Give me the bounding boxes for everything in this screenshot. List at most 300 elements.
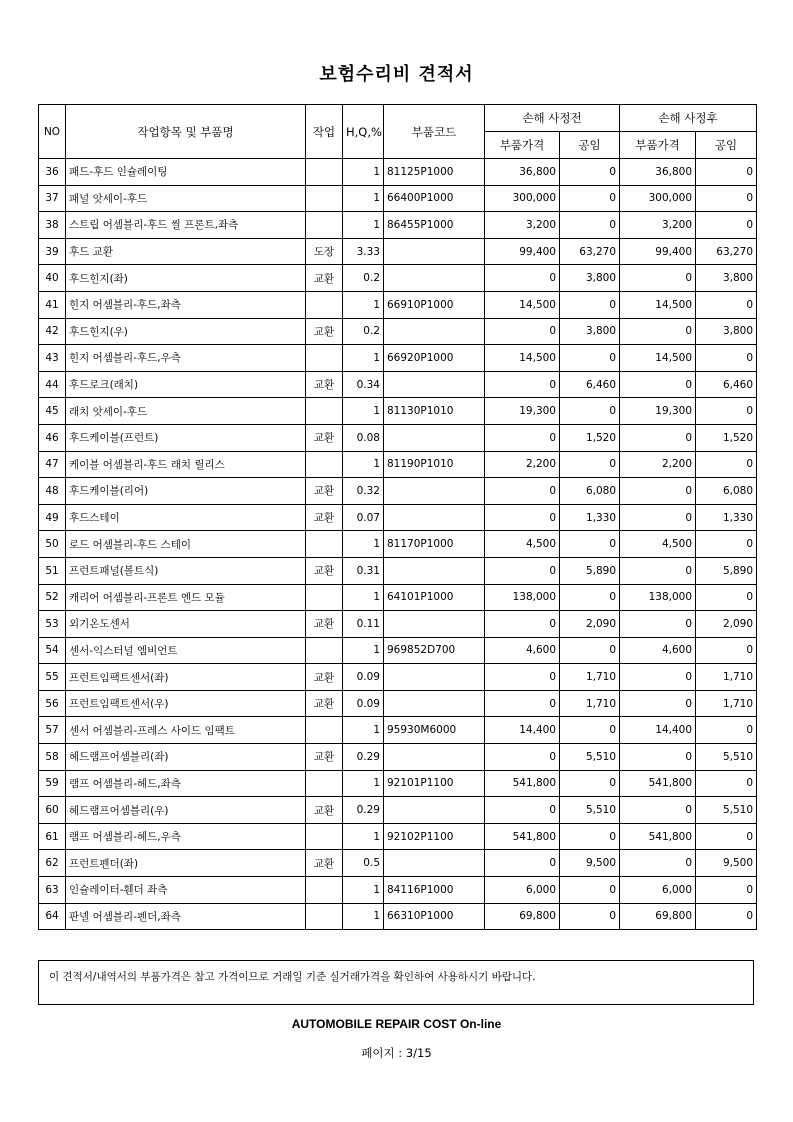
item-name: 힌지 어셈블리-후드,우측 — [66, 345, 306, 372]
after-labor: 0 — [696, 877, 757, 904]
after-price: 0 — [620, 797, 696, 824]
table-row — [39, 823, 757, 850]
before-labor: 3,800 — [560, 318, 620, 345]
table-row — [39, 345, 757, 372]
after-price: 0 — [620, 611, 696, 638]
table-row — [39, 238, 757, 265]
table-row — [39, 504, 757, 531]
item-name: 헤드램프어셈블리(우) — [66, 797, 306, 824]
row-no: 55 — [39, 664, 66, 691]
header-before-price: 부품가격 — [485, 132, 560, 159]
hq-value: 1 — [343, 185, 384, 212]
row-no: 57 — [39, 717, 66, 744]
after-price: 14,400 — [620, 717, 696, 744]
after-labor: 1,710 — [696, 690, 757, 717]
before-price: 138,000 — [485, 584, 560, 611]
row-no: 45 — [39, 398, 66, 425]
before-price: 0 — [485, 478, 560, 505]
work-type — [306, 291, 343, 318]
before-price: 0 — [485, 318, 560, 345]
before-labor: 0 — [560, 903, 620, 930]
after-price: 0 — [620, 424, 696, 451]
after-labor: 0 — [696, 531, 757, 558]
after-price: 3,200 — [620, 212, 696, 239]
part-code: 81170P1000 — [384, 531, 485, 558]
item-name: 캐리어 어셈블리-프론트 엔드 모듈 — [66, 584, 306, 611]
hq-value: 0.07 — [343, 504, 384, 531]
after-labor: 0 — [696, 212, 757, 239]
before-price: 4,600 — [485, 637, 560, 664]
item-name: 후드힌지(좌) — [66, 265, 306, 292]
before-labor: 0 — [560, 823, 620, 850]
part-code — [384, 744, 485, 771]
after-price: 138,000 — [620, 584, 696, 611]
table-row — [39, 797, 757, 824]
header-before-adjustment: 손해 사정전 — [485, 105, 620, 132]
work-type — [306, 903, 343, 930]
before-price: 0 — [485, 611, 560, 638]
hq-value: 0.09 — [343, 690, 384, 717]
part-code — [384, 611, 485, 638]
table-row — [39, 850, 757, 877]
header-hq: H,Q,% — [343, 105, 384, 159]
work-type — [306, 185, 343, 212]
before-labor: 9,500 — [560, 850, 620, 877]
row-no: 59 — [39, 770, 66, 797]
before-labor: 1,710 — [560, 664, 620, 691]
header-after-labor: 공임 — [696, 132, 757, 159]
before-price: 19,300 — [485, 398, 560, 425]
table-row — [39, 690, 757, 717]
table-row — [39, 451, 757, 478]
item-name: 프런트임팩트센서(우) — [66, 690, 306, 717]
work-type: 도장 — [306, 238, 343, 265]
part-code: 969852D700 — [384, 637, 485, 664]
before-price: 0 — [485, 797, 560, 824]
part-code: 66310P1000 — [384, 903, 485, 930]
item-name: 외기온도센서 — [66, 611, 306, 638]
item-name: 패널 앗세이-후드 — [66, 185, 306, 212]
part-code: 81125P1000 — [384, 159, 485, 186]
item-name: 프런트펜더(좌) — [66, 850, 306, 877]
hq-value: 0.5 — [343, 850, 384, 877]
header-after-price: 부품가격 — [620, 132, 696, 159]
work-type: 교환 — [306, 690, 343, 717]
row-no: 58 — [39, 744, 66, 771]
table-row — [39, 584, 757, 611]
after-labor: 0 — [696, 159, 757, 186]
table-row — [39, 557, 757, 584]
hq-value: 1 — [343, 531, 384, 558]
after-labor: 0 — [696, 345, 757, 372]
hq-value: 1 — [343, 637, 384, 664]
before-labor: 0 — [560, 717, 620, 744]
after-price: 0 — [620, 744, 696, 771]
work-type: 교환 — [306, 318, 343, 345]
row-no: 42 — [39, 318, 66, 345]
before-labor: 0 — [560, 159, 620, 186]
after-price: 0 — [620, 478, 696, 505]
table-row — [39, 185, 757, 212]
part-code — [384, 664, 485, 691]
table-row — [39, 318, 757, 345]
part-code: 92102P1100 — [384, 823, 485, 850]
work-type — [306, 159, 343, 186]
hq-value: 1 — [343, 291, 384, 318]
row-no: 39 — [39, 238, 66, 265]
part-code: 92101P1100 — [384, 770, 485, 797]
work-type: 교환 — [306, 371, 343, 398]
after-labor: 0 — [696, 823, 757, 850]
after-labor: 1,520 — [696, 424, 757, 451]
item-name: 후드로크(래치) — [66, 371, 306, 398]
table-row — [39, 744, 757, 771]
row-no: 48 — [39, 478, 66, 505]
part-code: 95930M6000 — [384, 717, 485, 744]
item-name: 후드스테이 — [66, 504, 306, 531]
before-price: 36,800 — [485, 159, 560, 186]
before-labor: 0 — [560, 451, 620, 478]
row-no: 51 — [39, 557, 66, 584]
row-no: 49 — [39, 504, 66, 531]
header-work: 작업 — [306, 105, 343, 159]
work-type: 교환 — [306, 504, 343, 531]
item-name: 후드 교환 — [66, 238, 306, 265]
after-price: 0 — [620, 318, 696, 345]
item-name: 램프 어셈블리-헤드,좌측 — [66, 770, 306, 797]
hq-value: 1 — [343, 770, 384, 797]
part-code — [384, 690, 485, 717]
after-price: 4,500 — [620, 531, 696, 558]
table-row — [39, 398, 757, 425]
hq-value: 0.29 — [343, 797, 384, 824]
work-type — [306, 770, 343, 797]
part-code: 81190P1010 — [384, 451, 485, 478]
hq-value: 0.32 — [343, 478, 384, 505]
item-name: 스트립 어셈블리-후드 씰 프론트,좌측 — [66, 212, 306, 239]
before-labor: 1,520 — [560, 424, 620, 451]
before-price: 0 — [485, 690, 560, 717]
after-labor: 0 — [696, 398, 757, 425]
hq-value: 0.31 — [343, 557, 384, 584]
work-type: 교환 — [306, 557, 343, 584]
row-no: 46 — [39, 424, 66, 451]
before-labor: 0 — [560, 398, 620, 425]
work-type: 교환 — [306, 664, 343, 691]
before-labor: 1,710 — [560, 690, 620, 717]
before-labor: 5,510 — [560, 744, 620, 771]
before-price: 2,200 — [485, 451, 560, 478]
after-labor: 3,800 — [696, 318, 757, 345]
after-price: 300,000 — [620, 185, 696, 212]
row-no: 63 — [39, 877, 66, 904]
estimate-table — [38, 104, 757, 930]
work-type — [306, 398, 343, 425]
header-before-labor: 공임 — [560, 132, 620, 159]
table-row — [39, 903, 757, 930]
before-labor: 5,510 — [560, 797, 620, 824]
document-title: 보험수리비 견적서 — [319, 64, 474, 85]
work-type — [306, 345, 343, 372]
before-price: 0 — [485, 265, 560, 292]
row-no: 54 — [39, 637, 66, 664]
after-price: 14,500 — [620, 291, 696, 318]
after-labor: 1,330 — [696, 504, 757, 531]
after-price: 0 — [620, 690, 696, 717]
after-labor: 0 — [696, 584, 757, 611]
after-price: 0 — [620, 265, 696, 292]
after-price: 0 — [620, 504, 696, 531]
hq-value: 1 — [343, 584, 384, 611]
table-row — [39, 637, 757, 664]
table-row — [39, 877, 757, 904]
after-labor: 9,500 — [696, 850, 757, 877]
row-no: 60 — [39, 797, 66, 824]
before-price: 6,000 — [485, 877, 560, 904]
table-row — [39, 159, 757, 186]
part-code — [384, 238, 485, 265]
part-code: 81130P1010 — [384, 398, 485, 425]
after-labor: 3,800 — [696, 265, 757, 292]
before-price: 0 — [485, 504, 560, 531]
work-type: 교환 — [306, 478, 343, 505]
row-no: 47 — [39, 451, 66, 478]
row-no: 40 — [39, 265, 66, 292]
price-notice: 이 견적서/내역서의 부품가격은 참고 가격이므로 거래일 기준 실거래가격을 확인하여 사용하시기 바랍니다. — [38, 960, 754, 1005]
hq-value: 0.34 — [343, 371, 384, 398]
before-labor: 1,330 — [560, 504, 620, 531]
part-code — [384, 478, 485, 505]
after-labor: 2,090 — [696, 611, 757, 638]
part-code: 66920P1000 — [384, 345, 485, 372]
before-price: 300,000 — [485, 185, 560, 212]
after-labor: 0 — [696, 451, 757, 478]
before-labor: 2,090 — [560, 611, 620, 638]
after-labor: 5,890 — [696, 557, 757, 584]
hq-value: 0.2 — [343, 265, 384, 292]
work-type — [306, 584, 343, 611]
after-price: 19,300 — [620, 398, 696, 425]
item-name: 패드-후드 인슐레이팅 — [66, 159, 306, 186]
hq-value: 3.33 — [343, 238, 384, 265]
work-type — [306, 212, 343, 239]
before-labor: 0 — [560, 291, 620, 318]
before-labor: 0 — [560, 345, 620, 372]
hq-value: 1 — [343, 717, 384, 744]
before-labor: 0 — [560, 637, 620, 664]
before-price: 541,800 — [485, 823, 560, 850]
after-labor: 6,080 — [696, 478, 757, 505]
hq-value: 1 — [343, 398, 384, 425]
after-labor: 0 — [696, 185, 757, 212]
hq-value: 0.29 — [343, 744, 384, 771]
before-price: 14,500 — [485, 291, 560, 318]
table-row — [39, 478, 757, 505]
row-no: 50 — [39, 531, 66, 558]
item-name: 후드케이블(리어) — [66, 478, 306, 505]
work-type: 교환 — [306, 744, 343, 771]
part-code — [384, 371, 485, 398]
before-labor: 3,800 — [560, 265, 620, 292]
work-type: 교환 — [306, 850, 343, 877]
before-labor: 0 — [560, 584, 620, 611]
row-no: 61 — [39, 823, 66, 850]
row-no: 44 — [39, 371, 66, 398]
table-row — [39, 770, 757, 797]
after-price: 541,800 — [620, 770, 696, 797]
row-no: 43 — [39, 345, 66, 372]
item-name: 후드케이블(프런트) — [66, 424, 306, 451]
after-price: 69,800 — [620, 903, 696, 930]
item-name: 프런트임팩트센서(좌) — [66, 664, 306, 691]
before-price: 0 — [485, 371, 560, 398]
item-name: 인슐레이터-휀더 좌측 — [66, 877, 306, 904]
hq-value: 1 — [343, 159, 384, 186]
part-code: 66910P1000 — [384, 291, 485, 318]
after-price: 0 — [620, 371, 696, 398]
after-price: 0 — [620, 664, 696, 691]
table-row — [39, 371, 757, 398]
hq-value: 0.08 — [343, 424, 384, 451]
item-name: 센서 어셈블리-프레스 사이드 임팩트 — [66, 717, 306, 744]
after-labor: 6,460 — [696, 371, 757, 398]
after-price: 36,800 — [620, 159, 696, 186]
work-type — [306, 637, 343, 664]
table-row — [39, 291, 757, 318]
header-no: NO — [39, 105, 66, 159]
before-labor: 63,270 — [560, 238, 620, 265]
before-labor: 0 — [560, 877, 620, 904]
item-name: 프런트패널(볼트식) — [66, 557, 306, 584]
hq-value: 0.11 — [343, 611, 384, 638]
after-labor: 0 — [696, 770, 757, 797]
part-code: 84116P1000 — [384, 877, 485, 904]
after-price: 14,500 — [620, 345, 696, 372]
hq-value: 1 — [343, 451, 384, 478]
work-type: 교환 — [306, 611, 343, 638]
part-code — [384, 318, 485, 345]
after-labor: 0 — [696, 291, 757, 318]
item-name: 헤드램프어셈블리(좌) — [66, 744, 306, 771]
before-labor: 5,890 — [560, 557, 620, 584]
after-labor: 1,710 — [696, 664, 757, 691]
part-code — [384, 504, 485, 531]
header-code: 부품코드 — [384, 105, 485, 159]
work-type — [306, 877, 343, 904]
hq-value: 1 — [343, 823, 384, 850]
header-item: 작업항목 및 부품명 — [66, 105, 306, 159]
before-price: 541,800 — [485, 770, 560, 797]
item-name: 힌지 어셈블리-후드,좌측 — [66, 291, 306, 318]
table-row — [39, 265, 757, 292]
part-code — [384, 424, 485, 451]
before-price: 99,400 — [485, 238, 560, 265]
work-type: 교환 — [306, 424, 343, 451]
before-labor: 0 — [560, 212, 620, 239]
hq-value: 1 — [343, 903, 384, 930]
after-price: 6,000 — [620, 877, 696, 904]
row-no: 37 — [39, 185, 66, 212]
row-no: 41 — [39, 291, 66, 318]
hq-value: 1 — [343, 212, 384, 239]
table-row — [39, 531, 757, 558]
hq-value: 0.09 — [343, 664, 384, 691]
item-name: 케이블 어셈블리-후드 래치 릴리스 — [66, 451, 306, 478]
row-no: 64 — [39, 903, 66, 930]
work-type — [306, 717, 343, 744]
before-price: 0 — [485, 744, 560, 771]
table-row — [39, 611, 757, 638]
item-name: 래치 앗세이-후드 — [66, 398, 306, 425]
hq-value: 0.2 — [343, 318, 384, 345]
after-labor: 5,510 — [696, 797, 757, 824]
after-price: 541,800 — [620, 823, 696, 850]
after-price: 4,600 — [620, 637, 696, 664]
part-code — [384, 850, 485, 877]
work-type: 교환 — [306, 265, 343, 292]
after-price: 0 — [620, 557, 696, 584]
row-no: 52 — [39, 584, 66, 611]
before-price: 3,200 — [485, 212, 560, 239]
work-type — [306, 823, 343, 850]
row-no: 36 — [39, 159, 66, 186]
before-price: 0 — [485, 424, 560, 451]
header-after-adjustment: 손해 사정후 — [620, 105, 757, 132]
row-no: 56 — [39, 690, 66, 717]
row-no: 38 — [39, 212, 66, 239]
work-type: 교환 — [306, 797, 343, 824]
part-code: 64101P1000 — [384, 584, 485, 611]
after-labor: 0 — [696, 903, 757, 930]
item-name: 로드 어셈블리-후드 스테이 — [66, 531, 306, 558]
part-code — [384, 557, 485, 584]
work-type — [306, 451, 343, 478]
after-price: 99,400 — [620, 238, 696, 265]
after-price: 0 — [620, 850, 696, 877]
before-labor: 0 — [560, 185, 620, 212]
before-labor: 6,080 — [560, 478, 620, 505]
before-price: 0 — [485, 664, 560, 691]
item-name: 램프 어셈블리-헤드,우측 — [66, 823, 306, 850]
before-price: 14,400 — [485, 717, 560, 744]
after-price: 2,200 — [620, 451, 696, 478]
work-type — [306, 531, 343, 558]
part-code: 66400P1000 — [384, 185, 485, 212]
before-price: 0 — [485, 850, 560, 877]
item-name: 센서-익스터널 엠비언트 — [66, 637, 306, 664]
before-labor: 0 — [560, 531, 620, 558]
table-row — [39, 717, 757, 744]
hq-value: 1 — [343, 877, 384, 904]
page-number: 페이지 : 3/15 — [361, 1046, 432, 1060]
before-labor: 0 — [560, 770, 620, 797]
after-labor: 0 — [696, 637, 757, 664]
part-code — [384, 265, 485, 292]
table-row — [39, 212, 757, 239]
item-name: 판넬 어셈블리-펜더,좌측 — [66, 903, 306, 930]
after-labor: 0 — [696, 717, 757, 744]
before-price: 69,800 — [485, 903, 560, 930]
row-no: 62 — [39, 850, 66, 877]
row-no: 53 — [39, 611, 66, 638]
footer-brand: AUTOMOBILE REPAIR COST On-line — [291, 1017, 502, 1031]
after-labor: 63,270 — [696, 238, 757, 265]
item-name: 후드힌지(우) — [66, 318, 306, 345]
after-labor: 5,510 — [696, 744, 757, 771]
table-row — [39, 424, 757, 451]
before-labor: 6,460 — [560, 371, 620, 398]
before-price: 14,500 — [485, 345, 560, 372]
